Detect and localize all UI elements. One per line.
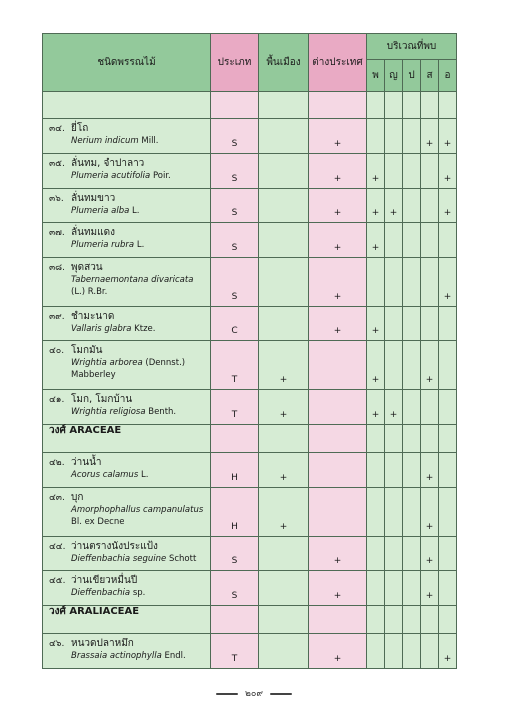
species-row	[43, 571, 457, 606]
area-cell-5: +	[439, 188, 457, 223]
thai-name: ยี่โถ	[71, 123, 89, 135]
species-number: ๓๘.	[49, 262, 65, 273]
area-cell-5: +	[439, 119, 457, 154]
area-cell-3	[403, 119, 421, 154]
exotic-cell: +	[309, 536, 367, 571]
species-row	[43, 188, 457, 223]
native-cell	[259, 188, 309, 223]
species-row	[43, 453, 457, 488]
species-row	[43, 536, 457, 571]
exotic-cell: +	[309, 119, 367, 154]
header-area-5: อ	[439, 60, 457, 92]
scientific-name-line	[49, 274, 210, 286]
area-cell-4	[421, 390, 439, 425]
exotic-cell	[309, 453, 367, 488]
empty-cell	[367, 605, 385, 633]
thai-name-line	[49, 158, 210, 170]
header-area-2: ญ	[385, 60, 403, 92]
thai-name-line	[49, 492, 210, 504]
header-type: ประเภท	[211, 34, 259, 92]
empty-cell	[367, 424, 385, 452]
species-cell	[43, 536, 211, 571]
scientific-name: Amorphophallus campanulatus	[71, 504, 204, 515]
thai-name-line	[49, 227, 210, 239]
area-cell-5	[439, 341, 457, 390]
area-cell-4	[421, 223, 439, 258]
species-number: ๓๗.	[49, 228, 65, 239]
scientific-name: Nerium indicum	[71, 136, 139, 147]
empty-cell	[385, 605, 403, 633]
species-number: ๓๕.	[49, 159, 65, 170]
author-citation: L.	[134, 240, 145, 251]
species-row	[43, 390, 457, 425]
scientific-name: Wrightia religiosa	[71, 407, 146, 418]
native-cell	[259, 154, 309, 189]
native-cell: +	[259, 390, 309, 425]
scientific-name: Dieffenbachia seguine	[71, 553, 167, 564]
area-cell-1: +	[367, 188, 385, 223]
exotic-cell: +	[309, 257, 367, 306]
thai-name-line	[49, 345, 210, 357]
family-name: วงศ์ ARACEAE	[43, 424, 211, 452]
species-table	[42, 33, 457, 669]
species-number: ๔๕.	[49, 576, 66, 587]
exotic-cell: +	[309, 306, 367, 341]
area-cell-3	[403, 154, 421, 189]
species-row	[43, 257, 457, 306]
header-exotic: ต่างประเทศ	[309, 34, 367, 92]
species-row	[43, 341, 457, 390]
native-cell	[259, 536, 309, 571]
species-cell	[43, 154, 211, 189]
scientific-name-line	[49, 239, 210, 251]
author-citation: L.	[129, 205, 140, 216]
empty-cell	[309, 424, 367, 452]
thai-name: โมก, โมกบ้าน	[71, 394, 133, 406]
species-cell	[43, 487, 211, 536]
area-cell-3	[403, 536, 421, 571]
family-name: วงศ์ ARALIACEAE	[43, 605, 211, 633]
scientific-name-line	[49, 357, 210, 369]
type-cell: S	[211, 154, 259, 189]
area-cell-2	[385, 341, 403, 390]
scientific-name-line	[49, 587, 210, 599]
thai-name: พุดสวน	[71, 261, 103, 273]
empty-cell	[259, 605, 309, 633]
table-body	[43, 92, 457, 669]
author-citation: Bl. ex Decne	[71, 516, 125, 527]
family-row	[43, 605, 457, 633]
area-cell-1	[367, 571, 385, 606]
species-row	[43, 487, 457, 536]
exotic-cell: +	[309, 154, 367, 189]
area-cell-5	[439, 453, 457, 488]
area-cell-3	[403, 571, 421, 606]
thai-name-line	[49, 262, 210, 274]
empty-cell	[421, 605, 439, 633]
scientific-name-line	[49, 553, 210, 565]
native-cell: +	[259, 341, 309, 390]
page-number: ๒๐๙	[244, 689, 264, 699]
species-number: ๓๔.	[49, 124, 65, 135]
author-citation: (L.) R.Br.	[71, 286, 108, 297]
species-cell	[43, 257, 211, 306]
species-row	[43, 223, 457, 258]
area-cell-5: +	[439, 257, 457, 306]
area-cell-3	[403, 487, 421, 536]
species-cell	[43, 119, 211, 154]
thai-name-line	[49, 123, 210, 135]
species-cell	[43, 390, 211, 425]
empty-cell	[403, 605, 421, 633]
scientific-name: Plumeria acutifolia	[71, 171, 151, 182]
exotic-cell: +	[309, 188, 367, 223]
area-cell-5	[439, 223, 457, 258]
thai-name: ว่านน้ำ	[71, 457, 102, 469]
area-cell-1: +	[367, 154, 385, 189]
author-citation: sp.	[130, 588, 146, 599]
area-cell-1: +	[367, 223, 385, 258]
thai-name-line	[49, 541, 210, 553]
ornament-left	[216, 693, 238, 695]
area-cell-1	[367, 453, 385, 488]
area-cell-3	[403, 188, 421, 223]
author-citation: Mabberley	[71, 370, 116, 381]
area-cell-4	[421, 257, 439, 306]
area-cell-4	[421, 188, 439, 223]
type-cell: C	[211, 306, 259, 341]
scientific-name-line	[49, 650, 210, 662]
scientific-name: Plumeria alba	[71, 205, 130, 216]
area-cell-3	[403, 390, 421, 425]
area-cell-2	[385, 257, 403, 306]
species-cell	[43, 453, 211, 488]
area-cell-2: +	[385, 390, 403, 425]
area-cell-1: +	[367, 306, 385, 341]
empty-cell	[439, 605, 457, 633]
thai-name: หนวดปลาหมึก	[71, 638, 134, 650]
area-cell-5	[439, 571, 457, 606]
native-cell: +	[259, 453, 309, 488]
native-cell: +	[259, 487, 309, 536]
species-cell	[43, 223, 211, 258]
page-footer	[0, 686, 508, 700]
type-cell: T	[211, 634, 259, 669]
species-cell	[43, 571, 211, 606]
scientific-name: Vallaris glabra	[71, 323, 132, 334]
area-cell-4	[421, 634, 439, 669]
empty-cell	[211, 605, 259, 633]
area-cell-2	[385, 571, 403, 606]
exotic-cell	[309, 341, 367, 390]
type-cell: H	[211, 487, 259, 536]
area-cell-2: +	[385, 188, 403, 223]
scientific-name: Acorus calamus	[71, 470, 139, 481]
area-cell-4	[421, 154, 439, 189]
native-cell	[259, 571, 309, 606]
empty-cell	[385, 424, 403, 452]
scientific-name: Brassaia actinophylla	[71, 651, 162, 662]
species-number: ๔๓.	[49, 492, 65, 503]
header-species: ชนิดพรรณไม้	[43, 34, 211, 92]
empty-cell	[309, 605, 367, 633]
thai-name-line	[49, 193, 210, 205]
species-cell	[43, 306, 211, 341]
area-cell-2	[385, 223, 403, 258]
type-cell: S	[211, 223, 259, 258]
thai-name-line	[49, 457, 210, 469]
author-citation: Mill.	[138, 136, 159, 147]
area-cell-1	[367, 536, 385, 571]
area-cell-5	[439, 306, 457, 341]
area-cell-3	[403, 634, 421, 669]
scientific-name-line	[49, 516, 210, 528]
family-row	[43, 424, 457, 452]
area-cell-4: +	[421, 536, 439, 571]
species-row	[43, 119, 457, 154]
type-cell: S	[211, 188, 259, 223]
area-cell-2	[385, 634, 403, 669]
area-cell-3	[403, 341, 421, 390]
header-areas: บริเวณที่พบ	[367, 34, 457, 60]
area-cell-2	[385, 154, 403, 189]
area-cell-1	[367, 119, 385, 154]
type-cell: H	[211, 453, 259, 488]
area-cell-3	[403, 453, 421, 488]
area-cell-5: +	[439, 154, 457, 189]
area-cell-1: +	[367, 341, 385, 390]
thai-name: บุก	[71, 491, 84, 503]
scientific-name-line	[49, 135, 210, 147]
scientific-name-line	[49, 504, 210, 516]
header-area-1: พ	[367, 60, 385, 92]
area-cell-3	[403, 257, 421, 306]
species-row	[43, 154, 457, 189]
empty-cell	[421, 424, 439, 452]
ornament-right	[270, 693, 292, 695]
exotic-cell: +	[309, 223, 367, 258]
species-cell	[43, 634, 211, 669]
exotic-cell	[309, 487, 367, 536]
exotic-cell: +	[309, 571, 367, 606]
author-citation: Ktze.	[131, 323, 156, 334]
area-cell-2	[385, 119, 403, 154]
species-row	[43, 306, 457, 341]
species-number: ๔๑.	[49, 395, 65, 406]
scientific-name-line	[49, 286, 210, 298]
area-cell-5	[439, 390, 457, 425]
area-cell-4: +	[421, 119, 439, 154]
thai-name-line	[49, 575, 210, 587]
empty-cell	[403, 424, 421, 452]
area-cell-1: +	[367, 390, 385, 425]
native-cell	[259, 306, 309, 341]
header-native: พื้นเมือง	[259, 34, 309, 92]
exotic-cell	[309, 390, 367, 425]
spacer-row	[43, 92, 457, 119]
area-cell-2	[385, 536, 403, 571]
thai-name: ว่านตรางนังประแป้ง	[71, 540, 158, 552]
thai-name-line	[49, 311, 210, 323]
scientific-name-line	[49, 205, 210, 217]
area-cell-2	[385, 487, 403, 536]
type-cell: S	[211, 119, 259, 154]
author-citation: Benth.	[145, 407, 177, 418]
header-area-4: ส	[421, 60, 439, 92]
type-cell: T	[211, 341, 259, 390]
area-cell-1	[367, 487, 385, 536]
thai-name: ลั่นทม, จำปาลาว	[71, 158, 145, 170]
scientific-name: Wrightia arborea	[71, 358, 143, 369]
author-citation: Endl.	[161, 651, 186, 662]
area-cell-4: +	[421, 453, 439, 488]
native-cell	[259, 119, 309, 154]
exotic-cell: +	[309, 634, 367, 669]
species-number: ๔๒.	[49, 458, 65, 469]
species-row	[43, 634, 457, 669]
area-cell-3	[403, 306, 421, 341]
author-citation: (Dennst.)	[142, 358, 186, 369]
species-number: ๓๙.	[49, 311, 65, 322]
type-cell: S	[211, 257, 259, 306]
thai-name: ชำมะนาด	[71, 310, 115, 322]
type-cell: T	[211, 390, 259, 425]
area-cell-4: +	[421, 341, 439, 390]
area-cell-4: +	[421, 571, 439, 606]
thai-name: ลั่นทมแดง	[71, 227, 115, 239]
scientific-name: Plumeria rubra	[71, 240, 135, 251]
scientific-name-line	[49, 323, 210, 335]
species-cell	[43, 188, 211, 223]
species-number: ๔๐.	[49, 346, 65, 357]
scientific-name-line	[49, 170, 210, 182]
type-cell: S	[211, 571, 259, 606]
thai-name-line	[49, 638, 210, 650]
scientific-name: Tabernaemontana divaricata	[71, 274, 194, 285]
empty-cell	[259, 424, 309, 452]
native-cell	[259, 257, 309, 306]
author-citation: Schott	[166, 553, 197, 564]
species-number: ๓๖.	[49, 193, 64, 204]
native-cell	[259, 223, 309, 258]
author-citation: L.	[138, 470, 149, 481]
thai-name: ลั่นทมขาว	[71, 192, 116, 204]
area-cell-4	[421, 306, 439, 341]
area-cell-5	[439, 487, 457, 536]
empty-cell	[211, 424, 259, 452]
scientific-name-line	[49, 369, 210, 381]
scientific-name-line	[49, 406, 210, 418]
thai-name-line	[49, 394, 210, 406]
area-cell-1	[367, 634, 385, 669]
header-area-3: ป	[403, 60, 421, 92]
area-cell-5: +	[439, 634, 457, 669]
scientific-name: Dieffenbachia	[71, 588, 131, 599]
area-cell-2	[385, 453, 403, 488]
type-cell: S	[211, 536, 259, 571]
scientific-name-line	[49, 469, 210, 481]
empty-cell	[439, 424, 457, 452]
native-cell	[259, 634, 309, 669]
area-cell-4: +	[421, 487, 439, 536]
thai-name: ว่านเขียวหมื่นปี	[71, 575, 138, 587]
species-number: ๔๖.	[49, 639, 65, 650]
species-number: ๔๔.	[49, 541, 66, 552]
area-cell-2	[385, 306, 403, 341]
area-cell-5	[439, 536, 457, 571]
area-cell-3	[403, 223, 421, 258]
species-cell	[43, 341, 211, 390]
thai-name: โมกมัน	[71, 345, 103, 357]
area-cell-1	[367, 257, 385, 306]
author-citation: Poir.	[150, 171, 171, 182]
